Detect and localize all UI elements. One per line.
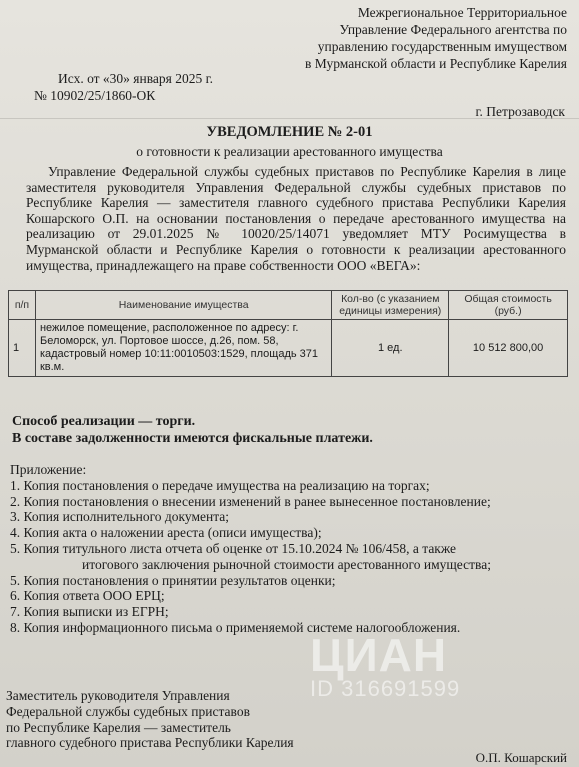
list-item: 8. Копия информационного письма о применяемой системе налогообложения. — [10, 619, 461, 635]
addressee-line: в Мурманской области и Республике Карелия — [305, 56, 567, 71]
watermark-id: ID 316691599 — [310, 676, 461, 701]
watermark — [310, 628, 460, 702]
body-line: Мурманской области и Республике Карелия о готовности к реализации арестованного — [26, 241, 566, 257]
city: г. Петрозаводск — [475, 104, 565, 119]
signer-line: Федеральной службы судебных приставов — [6, 703, 250, 719]
list-item: итогового заключения рыночной стоимости арестованного имущества; — [82, 556, 491, 572]
row-name: нежилое помещение, расположенное по адресу: г. Беломорск, ул. Портовое шоссе, д.26, пом. 58, кадастровый номер 10:11:0010503:1529, площадь 371 кв.м. — [35, 320, 331, 377]
reference-number: № 10902/25/1860-ОК — [34, 88, 156, 103]
attachments-list — [10, 462, 491, 636]
list-item: 3. Копия исполнительного документа; — [10, 509, 230, 525]
signer-line: главного судебного пристава Республики Карелия — [6, 735, 294, 751]
addressee-block — [305, 4, 567, 72]
table-row — [9, 320, 568, 377]
list-item: 5. Копия постановления о принятии результатов оценки; — [10, 572, 336, 588]
outgoing-reference — [34, 70, 213, 104]
row-num: 1 — [9, 320, 36, 377]
row-cost: 10 512 800,00 — [449, 320, 568, 377]
addressee-line: управлению государственным имуществом — [317, 39, 567, 54]
list-item: 4. Копия акта о наложении ареста (описи имущества); — [10, 525, 322, 541]
header-name: Наименование имущества — [35, 291, 331, 320]
signer-line: по Республике Карелия — заместитель — [6, 719, 231, 735]
header-num: п/п — [9, 291, 36, 320]
header-cost: Общая стоимость (руб.) — [449, 291, 568, 320]
signature-name: О.П. Кошарский — [475, 750, 567, 765]
document-subtitle: о готовности к реализации арестованного имущества — [136, 144, 443, 159]
list-item: 2. Копия постановления о внесении изменений в ранее вынесенное постановление; — [10, 493, 491, 509]
property-table — [8, 290, 568, 377]
list-item: 5. Копия титульного листа отчета об оценке от 15.10.2024 № 106/458, а также — [10, 540, 457, 556]
row-qty: 1 ед. — [332, 320, 449, 377]
list-item: 7. Копия выписки из ЕГРН; — [10, 604, 169, 620]
watermark-logo: ЦИАН — [310, 629, 448, 681]
header-qty: Кол-во (с указанием единицы измерения) — [332, 291, 449, 320]
body-line: Кошарского О.П. на основании постановления о передаче арестованного имущества на — [26, 210, 566, 226]
sale-method: Способ реализации — торги. — [12, 414, 196, 429]
body-line: реализацию от 29.01.2025 № 10020/25/14071 уведомляет МТУ Росимущества в — [26, 226, 566, 242]
fiscal-note: В составе задолженности имеются фискальные платежи. — [12, 431, 373, 446]
attachments-title: Приложение: — [10, 462, 87, 477]
document-title: УВЕДОМЛЕНИЕ № 2-01 — [206, 124, 373, 140]
notice-body — [26, 164, 566, 273]
signer-line: Заместитель руководителя Управления — [6, 688, 230, 703]
body-line: Республике Карелия — заместителя главного судебного пристава Республики Карелия — [26, 195, 566, 211]
list-item: 6. Копия ответа ООО ЕРЦ; — [10, 588, 165, 604]
body-line: имущества, принадлежащего на праве собственности ООО «ВЕГА»: — [26, 257, 421, 273]
signer-block — [6, 688, 294, 751]
addressee-line: Управление Федерального агентства по — [339, 22, 567, 37]
body-line: заместителя руководителя Управления Федеральной службы судебных приставов по — [26, 179, 566, 195]
list-item: 1. Копия постановления о передаче имущества на реализацию на торгах; — [10, 477, 430, 493]
body-line: Управление Федеральной службы судебных приставов по Республике Карелия в лице — [48, 164, 566, 179]
reference-date: Исх. от «30» января 2025 г. — [58, 71, 214, 86]
addressee-line: Межрегиональное Территориальное — [357, 5, 567, 20]
